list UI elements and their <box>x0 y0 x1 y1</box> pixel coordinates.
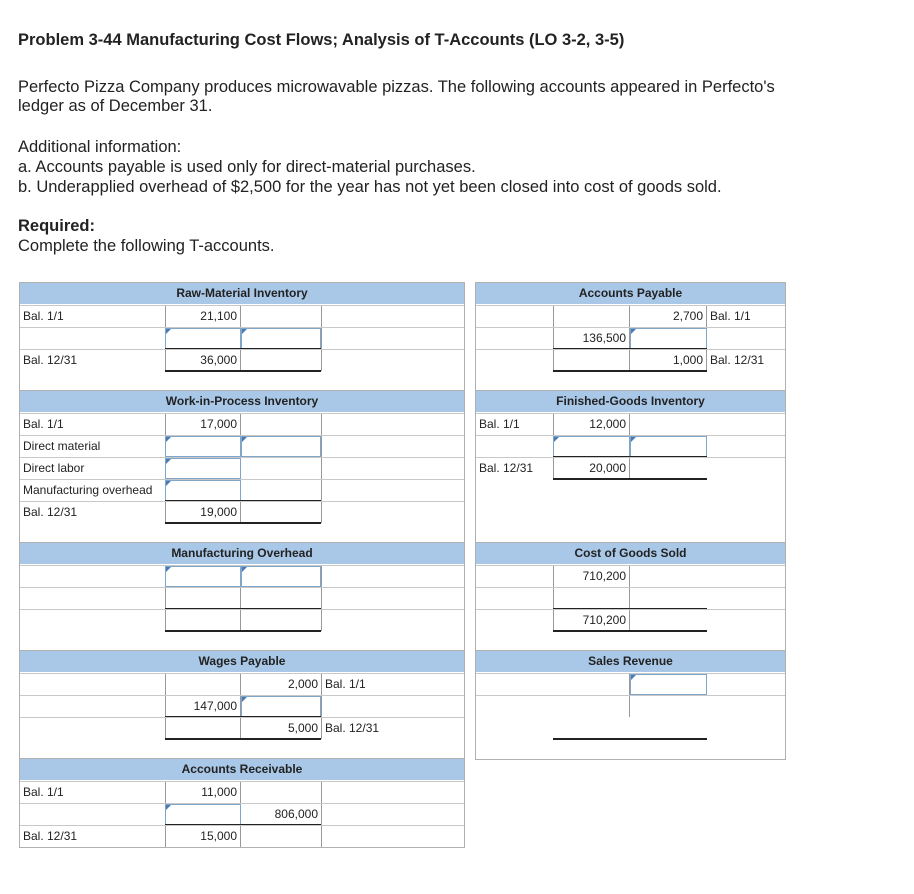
credit-value: 806,000 <box>274 807 318 821</box>
label-cell <box>321 826 464 847</box>
debit-input[interactable] <box>165 328 241 349</box>
label-cell <box>321 502 464 523</box>
table-row <box>20 781 464 803</box>
bal-open-value: 21,100 <box>165 306 241 327</box>
table-row <box>20 501 464 523</box>
wages-payable-title: Wages Payable <box>20 651 464 672</box>
debit-cell <box>553 350 630 371</box>
bal-close-label: Bal. 12/31 <box>23 829 78 843</box>
table-row <box>20 825 464 847</box>
bal-open-value: 2,000 <box>287 677 318 691</box>
cogs-account <box>475 542 786 652</box>
accounts-receivable-title: Accounts Receivable <box>20 759 464 780</box>
debit-cell <box>165 610 241 631</box>
debit-value: 136,500 <box>553 328 630 349</box>
table-row <box>476 457 785 479</box>
bal-close-label: Bal. 12/31 <box>710 353 765 367</box>
bal-close-value: 1,000 <box>630 350 707 371</box>
wages-payable-account <box>19 650 465 760</box>
debit-cell <box>165 718 241 739</box>
manufacturing-overhead-input[interactable] <box>165 480 241 501</box>
table-row <box>476 349 785 371</box>
label-cell <box>321 458 464 479</box>
bal-open-value: 11,000 <box>165 782 241 803</box>
direct-material-input[interactable] <box>165 436 241 457</box>
table-row <box>20 673 464 695</box>
table-row <box>20 565 464 587</box>
debit-cell <box>553 674 630 695</box>
page-title: Problem 3-44 Manufacturing Cost Flows; Analysis of T-Accounts (LO 3-2, 3-5) <box>18 31 625 49</box>
required-text: Complete the following T-accounts. <box>18 237 275 255</box>
table-row <box>20 327 464 349</box>
moh-title: Manufacturing Overhead <box>20 543 464 564</box>
bal-open-label: Bal. 1/1 <box>23 785 64 799</box>
table-row <box>476 609 785 631</box>
credit-input[interactable] <box>630 328 707 349</box>
label-cell <box>321 566 464 587</box>
wip-title: Work-in-Process Inventory <box>20 391 464 412</box>
bal-close-label: Bal. 12/31 <box>321 718 464 739</box>
total-line <box>553 738 707 740</box>
table-row <box>20 413 464 435</box>
accounts-payable-title: Accounts Payable <box>476 283 785 304</box>
table-row <box>20 457 464 479</box>
accounts-receivable-account <box>19 758 465 848</box>
label-cell <box>321 804 464 825</box>
label-cell <box>321 588 464 609</box>
cogs-value-2: 710,200 <box>553 610 630 631</box>
intro-line-2: ledger as of December 31. <box>18 97 213 115</box>
label-cell <box>20 804 165 825</box>
table-row <box>20 349 464 371</box>
direct-labor-input[interactable] <box>165 458 241 479</box>
label-cell <box>321 350 464 371</box>
table-row <box>20 587 464 609</box>
debit-cell <box>165 588 241 609</box>
total-line <box>553 630 707 632</box>
bal-open-value: 2,700 <box>630 306 707 327</box>
wip-inventory-account <box>19 390 465 544</box>
bal-close-value: 15,000 <box>165 826 241 847</box>
debit-cell <box>165 674 241 695</box>
label-cell <box>321 480 464 501</box>
bal-open-value: 17,000 <box>165 414 241 435</box>
table-row <box>20 695 464 717</box>
debit-input[interactable] <box>165 566 241 587</box>
debit-cell <box>553 588 630 609</box>
table-row <box>476 327 785 349</box>
raw-material-inventory-account <box>19 282 465 392</box>
bal-close-value: 36,000 <box>165 350 241 371</box>
bal-close-value: 19,000 <box>165 502 241 523</box>
bal-open-label: Bal. 1/1 <box>23 417 64 431</box>
credit-input[interactable] <box>241 696 321 717</box>
bal-close-value: 20,000 <box>553 458 630 479</box>
debit-input[interactable] <box>165 804 241 825</box>
total-line <box>553 478 707 480</box>
label-cell <box>321 610 464 631</box>
bal-close-value: 5,000 <box>287 721 318 735</box>
total-line <box>165 370 321 372</box>
cogs-title: Cost of Goods Sold <box>476 543 785 564</box>
label-cell <box>321 414 464 435</box>
credit-input[interactable] <box>241 328 321 349</box>
info-b: b. Underapplied overhead of $2,500 for the year has not yet been closed into cost of goods sold. <box>18 178 722 196</box>
bal-open-label: Bal. 1/1 <box>23 309 64 323</box>
bal-open-label: Bal. 1/1 <box>479 417 520 431</box>
finished-goods-account <box>475 390 786 544</box>
total-line <box>553 370 707 372</box>
debit-cell <box>553 696 630 717</box>
total-line <box>165 738 321 740</box>
bal-open-value: 12,000 <box>553 414 630 435</box>
direct-material-label: Direct material <box>23 439 101 453</box>
bal-close-label: Bal. 12/31 <box>23 505 78 519</box>
credit-input[interactable] <box>630 436 707 457</box>
debit-input[interactable] <box>553 436 630 457</box>
intro-line-1: Perfecto Pizza Company produces microwavable pizzas. The following accounts appeared in Perfecto's <box>18 78 775 96</box>
bal-close-label: Bal. 12/31 <box>479 461 534 475</box>
table-row <box>20 305 464 327</box>
additional-heading: Additional information: <box>18 138 182 156</box>
table-row <box>476 305 785 327</box>
manufacturing-overhead-account <box>19 542 465 652</box>
label-cell <box>20 328 165 349</box>
table-row <box>20 803 464 825</box>
table-row <box>476 565 785 587</box>
finished-goods-title: Finished-Goods Inventory <box>476 391 785 412</box>
debit-value: 147,000 <box>165 696 241 717</box>
table-row <box>476 695 785 717</box>
direct-labor-label: Direct labor <box>23 461 85 475</box>
table-row <box>20 435 464 457</box>
table-row <box>476 413 785 435</box>
table-row <box>20 717 464 739</box>
credit-input[interactable] <box>241 436 321 457</box>
table-row <box>20 609 464 631</box>
label-cell <box>321 328 464 349</box>
table-row <box>476 587 785 609</box>
label-cell <box>321 306 464 327</box>
debit-cell <box>553 306 630 327</box>
credit-input[interactable] <box>241 566 321 587</box>
table-row <box>476 435 785 457</box>
credit-input[interactable] <box>630 674 707 695</box>
bal-open-label: Bal. 1/1 <box>710 309 751 323</box>
required-heading: Required: <box>18 217 96 235</box>
sales-revenue-title: Sales Revenue <box>476 651 785 672</box>
total-line <box>165 630 321 632</box>
sales-revenue-account <box>475 650 786 760</box>
label-cell <box>321 436 464 457</box>
manufacturing-overhead-label: Manufacturing overhead <box>23 483 153 497</box>
table-row <box>20 479 464 501</box>
label-cell <box>476 306 553 327</box>
label-cell <box>20 566 165 587</box>
label-cell <box>321 696 464 717</box>
bal-open-label: Bal. 1/1 <box>321 674 464 695</box>
raw-material-title: Raw-Material Inventory <box>20 283 464 304</box>
cogs-value-1: 710,200 <box>553 566 630 587</box>
total-line <box>165 522 321 524</box>
info-a: a. Accounts payable is used only for direct-material purchases. <box>18 158 476 176</box>
bal-close-label: Bal. 12/31 <box>23 353 78 367</box>
label-cell <box>321 782 464 803</box>
table-row <box>476 673 785 695</box>
accounts-payable-account <box>475 282 786 392</box>
